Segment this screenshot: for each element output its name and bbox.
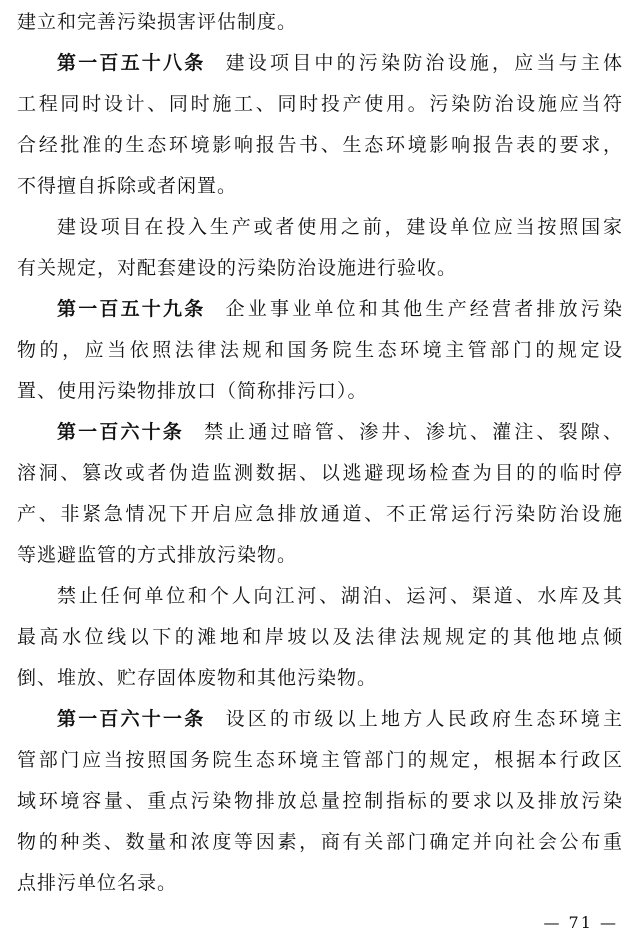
text-line: 建立和完善污染损害评估制度。: [17, 11, 298, 33]
text-line: 设区的市级以上地方人民政府生态环境主: [223, 708, 623, 730]
text-line: 禁止通过暗管、渗井、渗坑、灌注、裂隙、: [201, 421, 623, 443]
page-number: — 71 —: [543, 913, 618, 932]
text-line: 置、使用污染物排放口（简称排污口）。: [17, 380, 368, 402]
text-line: 合经批准的生态环境影响报告书、生态环境影响报告表的要求，: [17, 134, 623, 156]
text-line: 建设项目在投入生产或者使用之前，建设单位应当按照国家: [57, 216, 623, 238]
text-line: 域环境容量、重点污染物排放总量控制指标的要求以及排放污染: [17, 790, 623, 812]
article-161-paragraph: [17, 699, 623, 740]
article-160-paragraph: [17, 412, 623, 453]
text-line: 等逃避监管的方式排放污染物。: [17, 544, 298, 566]
article-158-heading: 第一百五十八条: [57, 52, 206, 74]
text-line: 点排污单位名录。: [17, 872, 178, 894]
article-159-heading: 第一百五十九条: [57, 298, 206, 320]
text-line: 物的种类、数量和浓度等因素，商有关部门确定并向社会公布重: [17, 831, 623, 853]
text-line: 倒、堆放、贮存固体废物和其他污染物。: [17, 667, 378, 689]
text-line: 禁止任何单位和个人向江河、湖泊、运河、渠道、水库及其: [57, 585, 623, 607]
text-line: 管部门应当按照国务院生态环境主管部门的规定，根据本行政区: [17, 749, 623, 771]
text-line: 工程同时设计、同时施工、同时投产使用。污染防治设施应当符: [17, 93, 623, 115]
text-line: 不得擅自拆除或者闲置。: [17, 175, 238, 197]
article-158-paragraph: [17, 43, 623, 84]
text-line: 产、非紧急情况下开启应急排放通道、不正常运行污染防治设施: [17, 503, 623, 525]
document-page: [17, 2, 623, 904]
article-161-heading: 第一百六十一条: [57, 708, 206, 730]
article-160-heading: 第一百六十条: [57, 421, 184, 443]
text-line: 企业事业单位和其他生产经营者排放污染: [223, 298, 623, 320]
article-159-paragraph: [17, 289, 623, 330]
text-line: 建设项目中的污染防治设施，应当与主体: [223, 52, 623, 74]
text-line: 最高水位线以下的滩地和岸坡以及法律法规规定的其他地点倾: [17, 626, 623, 648]
text-line: 物的，应当依照法律法规和国务院生态环境主管部门的规定设: [17, 339, 623, 361]
text-line: 溶洞、篡改或者伪造监测数据、以逃避现场检查为目的的临时停: [17, 462, 623, 484]
text-line: 有关规定，对配套建设的污染防治设施进行验收。: [17, 257, 458, 279]
